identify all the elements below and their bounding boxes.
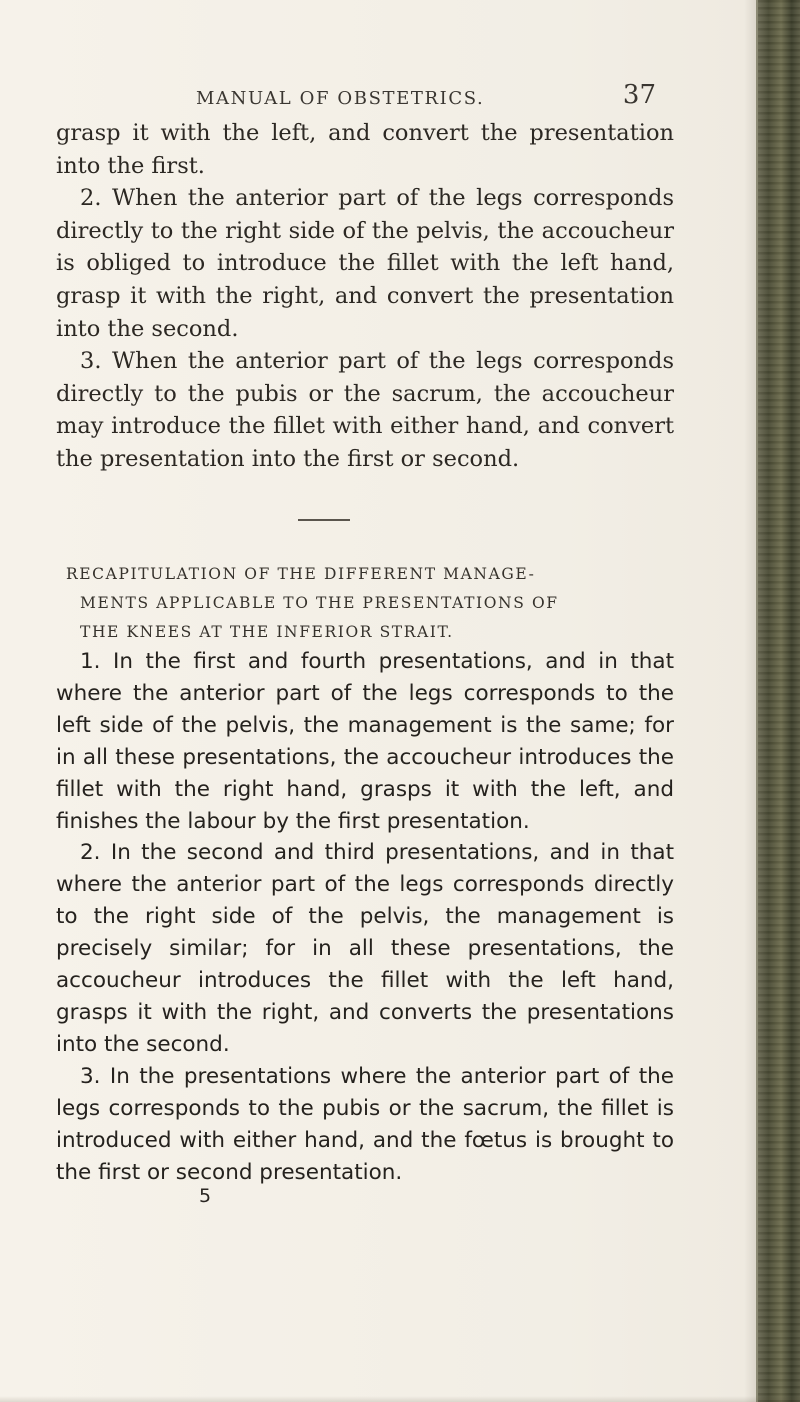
recap-item-1: 1. In the first and fourth presentations, and in that where the anterior part of the legs corresponds to the left side of the pelvis, the management is the same; for in all these presentations, the accoucheur introduces the fillet with the right hand, grasps it with the left, and finishes the labour by the first presentation.	[56, 649, 674, 834]
section-heading-line-2: MENTS APPLICABLE TO THE PRESENTATIONS OF	[80, 594, 559, 612]
recap-item-3: 3. In the presentations where the anterior part of the legs corresponds to the pubis or the sacrum, the fillet is introduced with either hand, and the fœtus is brought to the first or second presentation.	[56, 1063, 674, 1185]
running-title: MANUAL OF OBSTETRICS.	[196, 88, 485, 109]
page-number: 37	[622, 80, 656, 110]
signature-mark: 5	[199, 1185, 212, 1207]
paragraph-item-3: 3. When the anterior part of the legs corresponds directly to the pubis or the sacrum, the accoucheur may introduce the fillet with either hand, and convert the presentation into the first or second.	[56, 348, 674, 472]
running-header	[196, 80, 656, 114]
paragraph-continuation: grasp it with the left, and convert the presentation into the first.	[56, 120, 674, 179]
top-text-block	[56, 117, 674, 476]
book-binding-edge	[756, 0, 800, 1402]
section-heading-line-1: RECAPITULATION OF THE DIFFERENT MANAGE-	[66, 565, 536, 583]
page-bottom-edge	[0, 1396, 800, 1402]
section-heading	[66, 560, 686, 647]
paragraph-item-2: 2. When the anterior part of the legs corresponds directly to the right side of the pelvis, the accoucheur is obliged to introduce the fillet with the left hand, grasp it with the right, and convert the presentation into the second.	[56, 185, 674, 342]
recap-text-block	[56, 646, 674, 1188]
recap-item-2: 2. In the second and third presentations, and in that where the anterior part of the legs corresponds directly to the right side of the pelvis, the management is precisely similar; for in all these presentations, the accoucheur introduces the fillet with the left hand, grasps it with the right, and converts the presentations into the second.	[56, 840, 674, 1057]
section-heading-line-3: THE KNEES AT THE INFERIOR STRAIT.	[80, 623, 454, 641]
section-divider-rule	[298, 519, 350, 521]
